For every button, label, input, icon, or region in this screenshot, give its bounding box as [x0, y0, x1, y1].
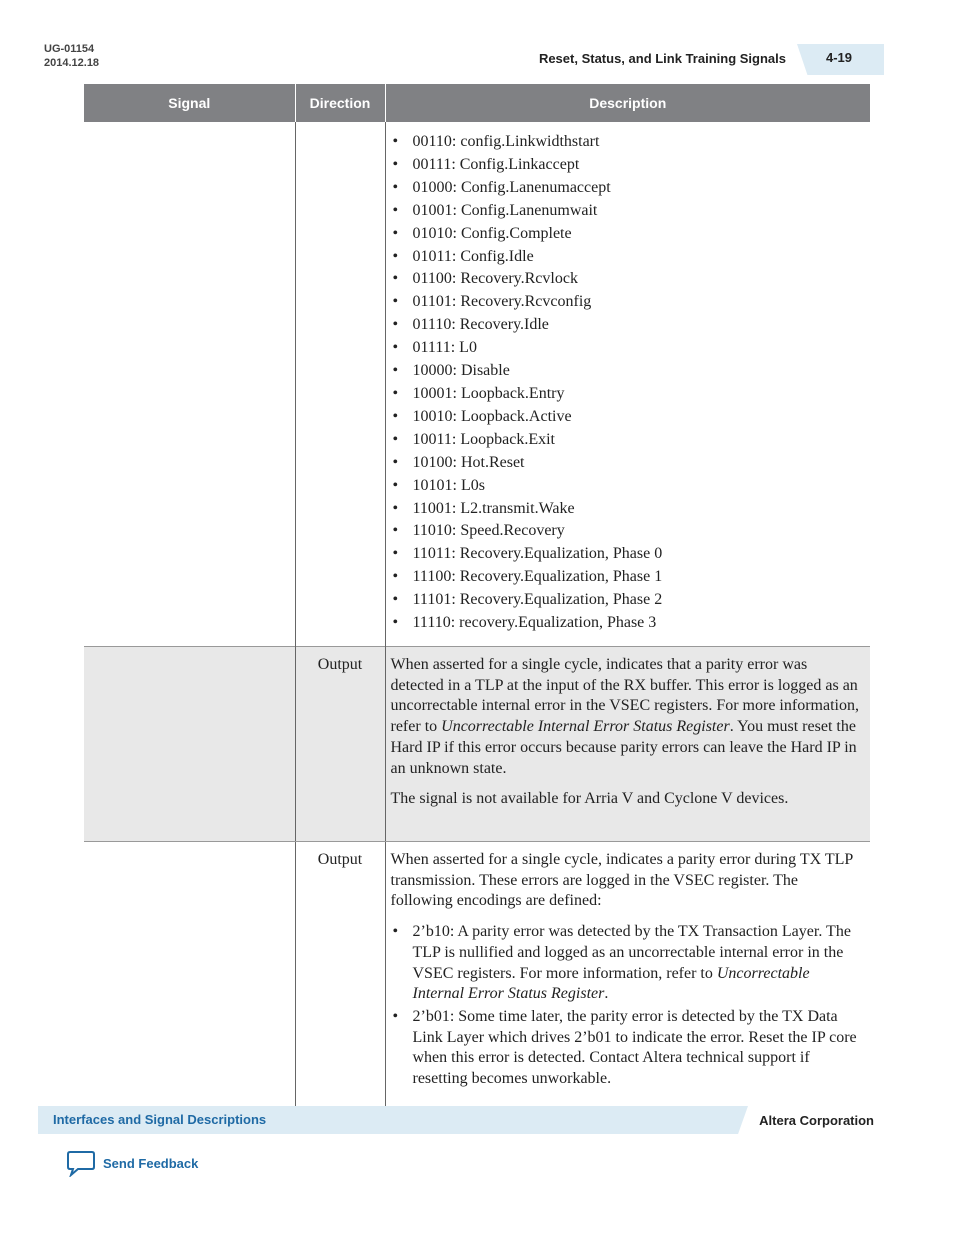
description-cell: [385, 647, 870, 842]
send-feedback-link[interactable]: [66, 1150, 198, 1177]
description-cell: [385, 842, 870, 1113]
column-header-signal: Signal: [84, 84, 295, 122]
table-row: [84, 842, 870, 1113]
direction-cell: [295, 122, 385, 647]
list-item: • 10101: L0s: [391, 475, 863, 498]
footer-chapter-link[interactable]: Interfaces and Signal Descriptions: [53, 1112, 267, 1127]
table-row: [84, 647, 870, 842]
ltssm-state-list: [391, 131, 863, 635]
encoding-list: [391, 922, 863, 1090]
table-header-row: [84, 84, 870, 122]
list-item: • 10010: Loopback.Active: [391, 406, 863, 429]
list-item: • 10100: Hot.Reset: [391, 452, 863, 475]
list-item: • 00110: config.Linkwidthstart: [391, 131, 863, 154]
list-item: • 10011: Loopback.Exit: [391, 429, 863, 452]
signal-cell: [84, 842, 295, 1113]
description-cell: [385, 122, 870, 647]
cross-reference-text: Uncorrectable Internal Error Status Register: [441, 718, 730, 736]
description-text: When asserted for a single cycle, indicates that a parity error was detected in a TLP at the input of the RX buffer. This error is logged as an uncorrectable internal error in the VSEC registers. For more information, refer to: [390, 656, 859, 736]
footer-company: Altera Corporation: [759, 1113, 874, 1128]
column-header-direction: Direction: [295, 84, 385, 122]
list-item: • 01110: Recovery.Idle: [391, 314, 863, 337]
document-date: 2014.12.18: [44, 57, 100, 69]
list-item-text: .: [604, 985, 609, 1003]
description-text: . You must reset the Hard IP if this error occurs because parity errors can leave the Hard IP in an unknown state.: [390, 718, 857, 777]
availability-note: The signal is not available for Arria V and Cyclone V devices.: [390, 790, 789, 808]
list-item: • 01010: Config.Complete: [391, 223, 863, 246]
list-item: • 01001: Config.Lanenumwait: [391, 200, 863, 223]
list-item: • 10000: Disable: [391, 360, 863, 383]
list-item: • 11101: Recovery.Equalization, Phase 2: [391, 589, 863, 612]
page-number: 4-19: [826, 50, 853, 65]
list-item: [391, 922, 863, 1005]
direction-cell: Output: [295, 647, 385, 842]
list-item: • 01100: Recovery.Rcvlock: [391, 268, 863, 291]
list-item: • 11011: Recovery.Equalization, Phase 0: [391, 543, 863, 566]
direction-cell: Output: [295, 842, 385, 1113]
signal-cell: [84, 647, 295, 842]
list-item-text: 2’b10: A parity error was detected by the TX Transaction Layer. The TLP is nullified and logged as an uncorrectable internal error in the VSEC registers. For more information, refer to: [412, 923, 851, 982]
document-id-block: [44, 42, 99, 70]
description-paragraph: When asserted for a single cycle, indicates a parity error during TX TLP transmission. These errors are logged in the VSEC register. The following encodings are defined:: [390, 851, 853, 910]
list-item: • 11100: Recovery.Equalization, Phase 1: [391, 566, 863, 589]
list-item: • 01000: Config.Lanenumaccept: [391, 177, 863, 200]
list-item: • 11010: Speed.Recovery: [391, 520, 863, 543]
signal-table: [84, 84, 870, 1112]
column-header-description: Description: [385, 84, 870, 122]
list-item: • 01101: Recovery.Rcvconfig: [391, 291, 863, 314]
send-feedback-label[interactable]: Send Feedback: [103, 1156, 199, 1171]
list-item: • 10001: Loopback.Entry: [391, 383, 863, 406]
table-row: [84, 122, 870, 647]
list-item: • 2’b01: Some time later, the parity error is detected by the TX Data Link Layer which drives 2’b01 to indicate the error. Reset the IP core when this error is detected. Contact Altera technical support if resetting becomes unworkable.: [391, 1007, 863, 1090]
document-id: UG-01154: [44, 43, 95, 55]
speech-bubble-icon: [66, 1150, 96, 1177]
signal-cell: [84, 122, 295, 647]
cross-reference-text: Uncorrectable Internal Error Status Register: [412, 964, 810, 1003]
list-item: • 01011: Config.Idle: [391, 246, 863, 269]
running-section-title: Reset, Status, and Link Training Signals: [538, 51, 786, 66]
list-item: • 11110: recovery.Equalization, Phase 3: [391, 612, 863, 635]
list-item: • 00111: Config.Linkaccept: [391, 154, 863, 177]
list-item: • 01111: L0: [391, 337, 863, 360]
description-paragraph: [391, 655, 863, 779]
list-item: • 11001: L2.transmit.Wake: [391, 498, 863, 521]
